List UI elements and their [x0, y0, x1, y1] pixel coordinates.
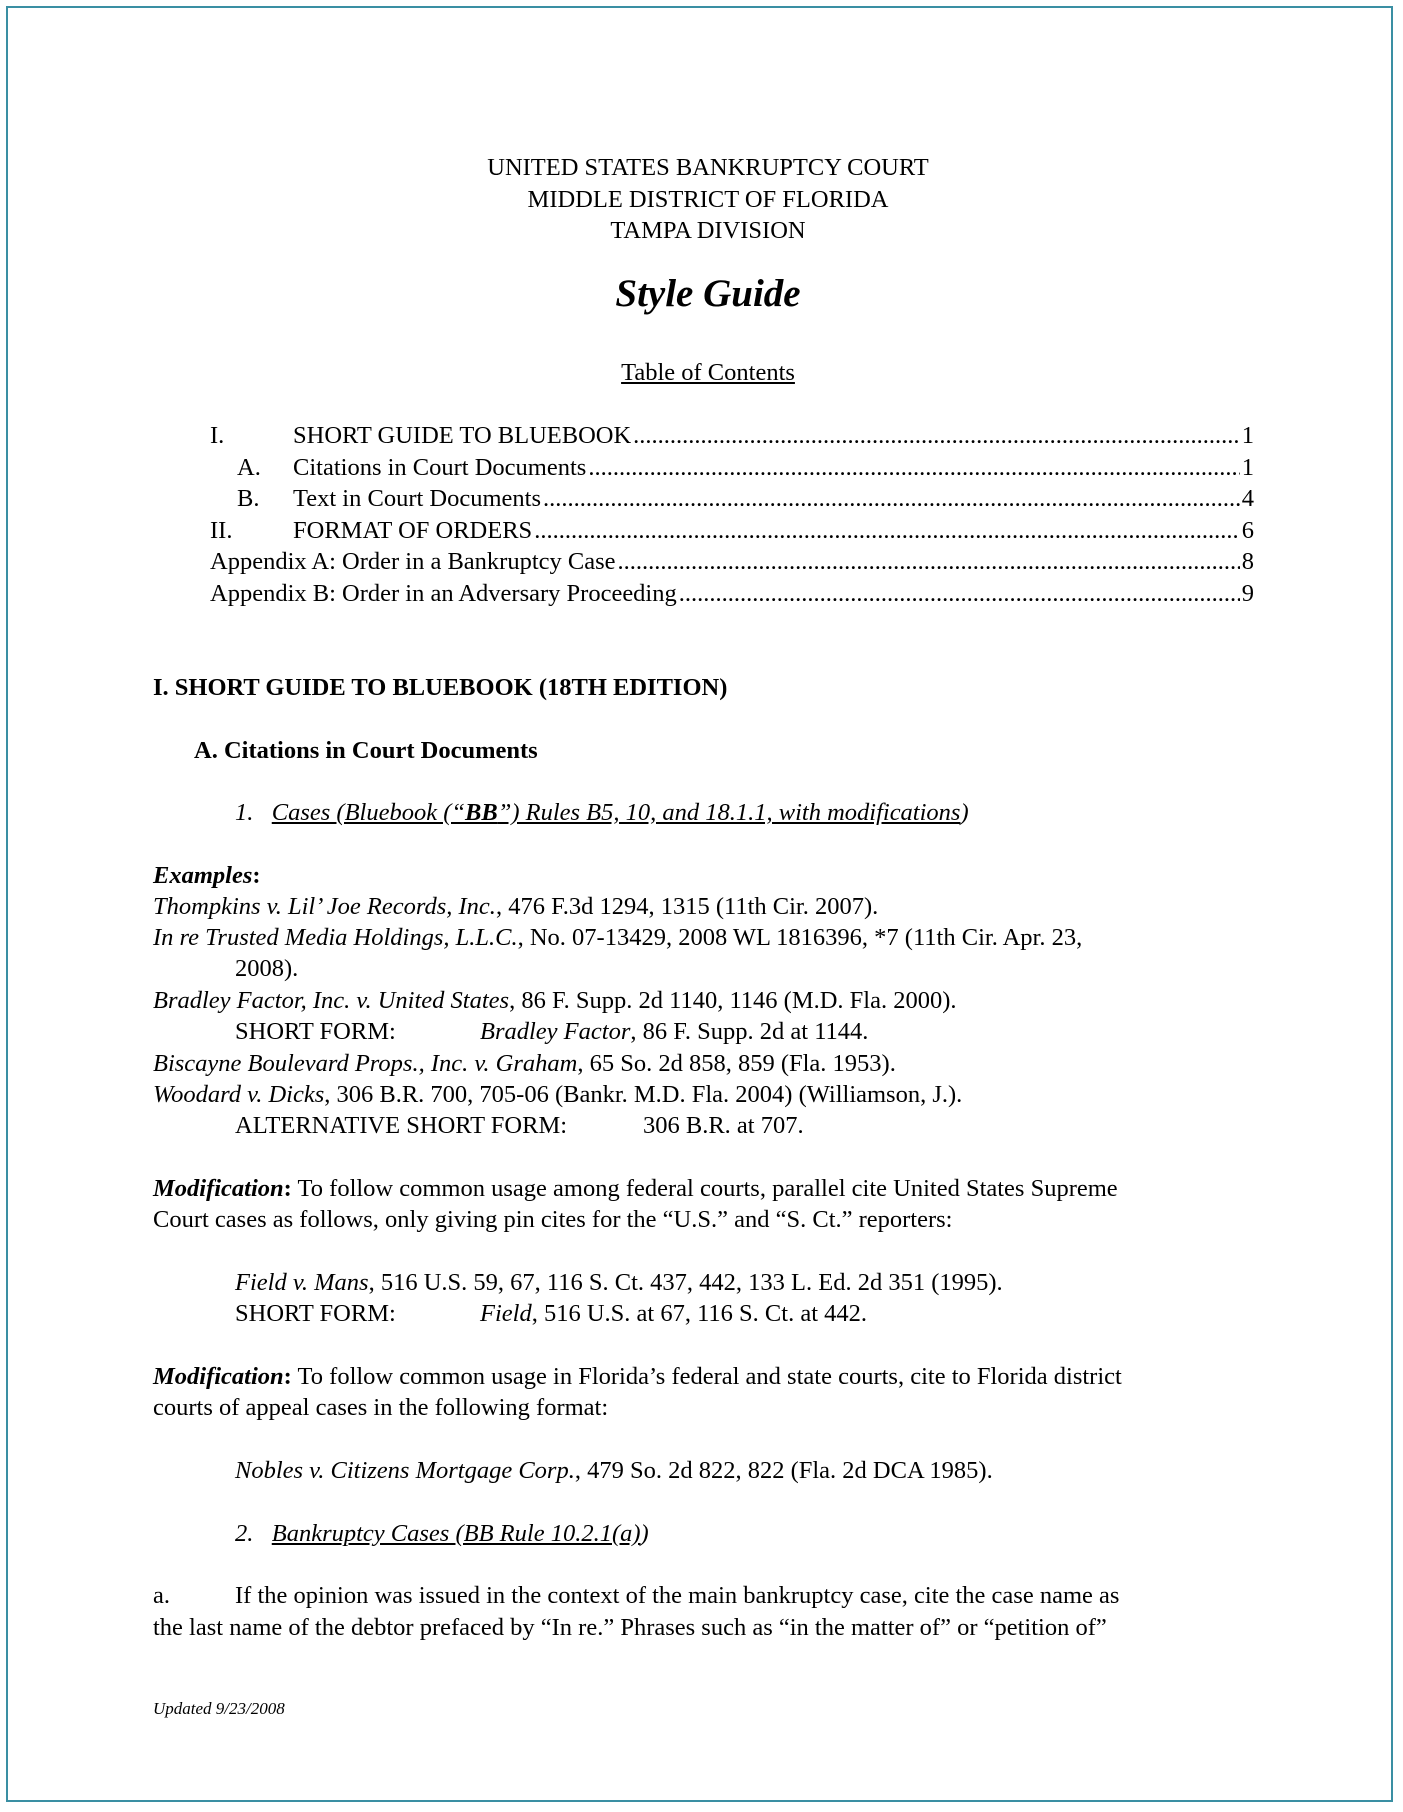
paragraph-a-cont: the last name of the debtor prefaced by “In re.” Phrases such as “in the matter of” or “petition of” — [153, 1614, 1107, 1641]
modification-paragraph: Modification: To follow common usage among federal courts, parallel cite United States Supreme — [153, 1175, 1118, 1202]
examples-label: Examples: — [153, 862, 261, 889]
item-heading-cases: 1. Cases (Bluebook (“BB”) Rules B5, 10, and 18.1.1, with modifications) — [235, 799, 969, 826]
district-name: MIDDLE DISTRICT OF FLORIDA — [527, 186, 889, 213]
item-heading-bankruptcy: 2. Bankruptcy Cases (BB Rule 10.2.1(a)) — [235, 1520, 649, 1547]
modification-paragraph-cont: Court cases as follows, only giving pin cites for the “U.S.” and “S. Ct.” reporters: — [153, 1206, 953, 1233]
citation-example: Nobles v. Citizens Mortgage Corp., 479 So. 2d 822, 822 (Fla. 2d DCA 1985). — [235, 1457, 993, 1484]
toc-entry[interactable]: Appendix A: Order in a Bankruptcy Case ..... 8 — [210, 546, 1254, 578]
subsection-heading: A. Citations in Court Documents — [194, 737, 538, 764]
citation-example: Woodard v. Dicks, 306 B.R. 700, 705-06 (Bankr. M.D. Fla. 2004) (Williamson, J.). — [153, 1081, 963, 1108]
toc-entry[interactable]: I. SHORT GUIDE TO BLUEBOOK ..... 1 — [210, 420, 1254, 452]
toc-entry[interactable]: Appendix B: Order in an Adversary Proceeding ..... 9 — [210, 578, 1254, 610]
short-form-label: SHORT FORM: — [235, 1018, 396, 1045]
footer-updated: Updated 9/23/2008 — [153, 1699, 285, 1718]
paragraph-a-label: a. — [153, 1582, 170, 1609]
alt-short-form-citation: 306 B.R. at 707. — [643, 1112, 804, 1139]
citation-example: Thompkins v. Lil’ Joe Records, Inc., 476 F.3d 1294, 1315 (11th Cir. 2007). — [153, 893, 879, 920]
paragraph-a-text: If the opinion was issued in the context of the main bankruptcy case, cite the case name as — [235, 1582, 1120, 1609]
division-name: TAMPA DIVISION — [610, 217, 806, 244]
toc-entry[interactable]: A. Citations in Court Documents ..... 1 — [210, 452, 1254, 484]
modification-paragraph: Modification: To follow common usage in Florida’s federal and state courts, cite to Florida district — [153, 1363, 1122, 1390]
section-heading: I. SHORT GUIDE TO BLUEBOOK (18TH EDITION) — [153, 674, 728, 701]
citation-example: In re Trusted Media Holdings, L.L.C., No. 07-13429, 2008 WL 1816396, *7 (11th Cir. Apr. 23, — [153, 924, 1083, 951]
document-title: Style Guide — [615, 272, 801, 315]
court-name: UNITED STATES BANKRUPTCY COURT — [487, 154, 929, 181]
toc-entry[interactable]: II. FORMAT OF ORDERS ..... 6 — [210, 515, 1254, 547]
short-form-label: SHORT FORM: — [235, 1300, 396, 1327]
citation-example: Bradley Factor, Inc. v. United States, 86 F. Supp. 2d 1140, 1146 (M.D. Fla. 2000). — [153, 987, 957, 1014]
toc-heading: Table of Contents — [621, 359, 795, 386]
citation-example: Field v. Mans, 516 U.S. 59, 67, 116 S. Ct. 437, 442, 133 L. Ed. 2d 351 (1995). — [235, 1269, 1003, 1296]
citation-example: Biscayne Boulevard Props., Inc. v. Graham, 65 So. 2d 858, 859 (Fla. 1953). — [153, 1050, 896, 1077]
citation-continuation: 2008). — [235, 955, 299, 982]
short-form-citation: Field, 516 U.S. at 67, 116 S. Ct. at 442. — [480, 1300, 868, 1327]
short-form-citation: Bradley Factor, 86 F. Supp. 2d at 1144. — [480, 1018, 869, 1045]
alt-short-form-label: ALTERNATIVE SHORT FORM: — [235, 1112, 568, 1139]
modification-paragraph-cont: courts of appeal cases in the following format: — [153, 1394, 609, 1421]
toc-entry[interactable]: B. Text in Court Documents ..... 4 — [210, 483, 1254, 515]
